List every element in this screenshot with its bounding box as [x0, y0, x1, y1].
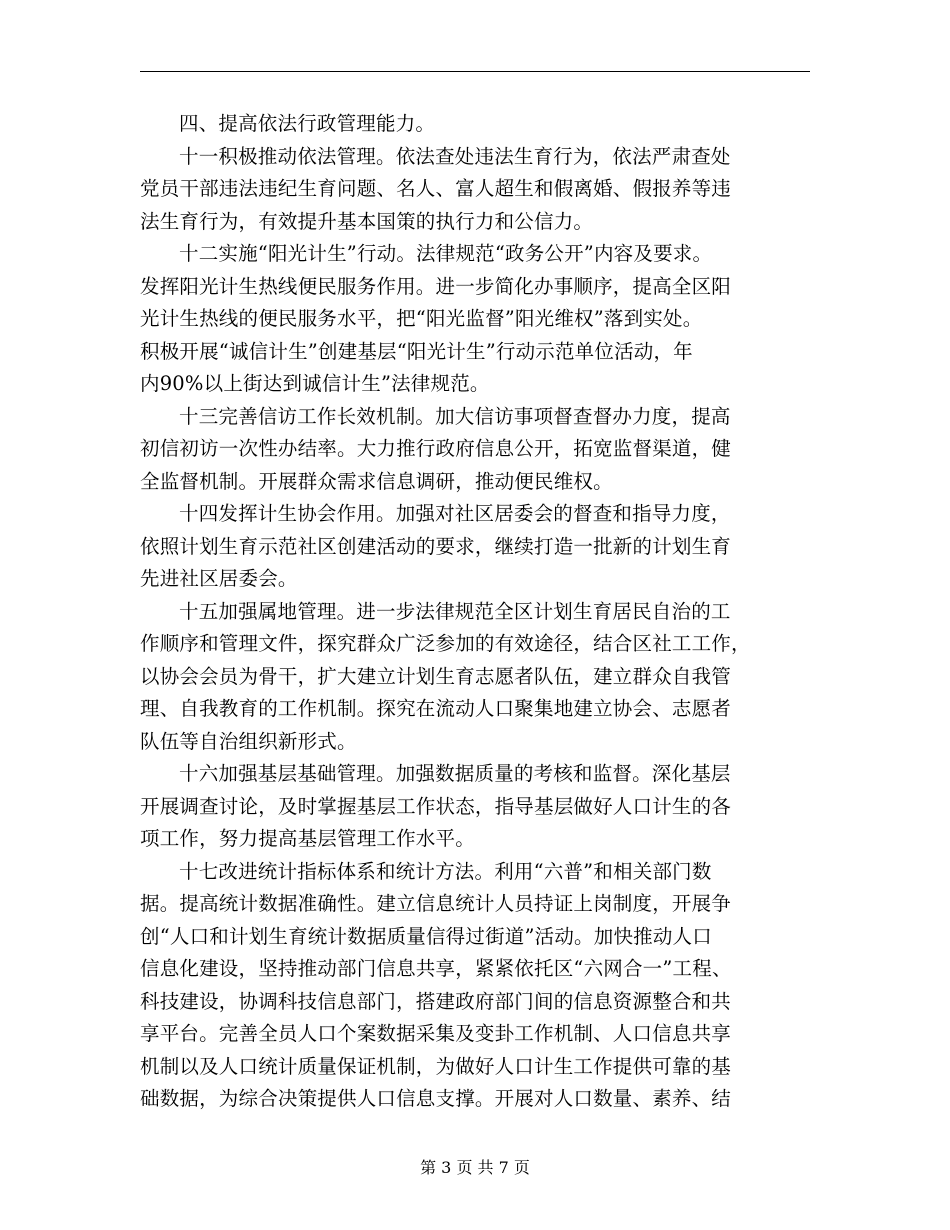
paragraph — [140, 758, 812, 856]
paragraph — [140, 141, 812, 239]
text-line: 作顺序和管理文件，探究群众广泛参加的有效途径，结合区社工工作， — [140, 632, 751, 655]
paragraph-heading — [140, 108, 812, 141]
text-line: 四、提高依法行政管理能力。 — [179, 112, 436, 135]
text-line: 信息化建设，坚持推动部门信息共享，紧紧依托区“六网合一”工程、 — [140, 957, 732, 980]
paragraph — [140, 498, 812, 596]
text-line: 十一积极推动依法管理。依法查处违法生育行为，依法严肃查处 — [179, 144, 731, 168]
text-line: 初信初访一次性办结率。大力推行政府信息公开，拓宽监督渠道，健 — [140, 437, 732, 460]
text-line: 础数据，为综合决策提供人口信息支撑。开展对人口数量、素养、结 — [140, 1087, 732, 1110]
paragraph — [140, 596, 812, 759]
text-line: 党员干部违法违纪生育问题、名人、富人超生和假离婚、假报养等违 — [140, 177, 732, 200]
text-line: 理、自我教育的工作机制。探究在流动人口聚集地建立协会、志愿者 — [140, 697, 732, 720]
paragraph — [140, 856, 812, 1116]
paragraph — [140, 238, 812, 401]
text-line: 科技建设，协调科技信息部门，搭建政府部门间的信息资源整合和共 — [140, 989, 732, 1013]
text-line: 享平台。完善全员人口个案数据采集及变卦工作机制、人口信息共享 — [140, 1022, 732, 1045]
text-line: 十六加强基层基础管理。加强数据质量的考核和监督。深化基层 — [179, 762, 731, 785]
text-line: 以协会会员为骨干，扩大建立计划生育志愿者队伍，建立群众自我管 — [140, 664, 732, 688]
text-line: 创“人口和计划生育统计数据质量信得过街道”活动。加快推动人口 — [140, 924, 712, 948]
header-rule — [140, 71, 810, 72]
text-line: 开展调查讨论，及时掌握基层工作状态，指导基层做好人口计生的各 — [140, 794, 732, 818]
text-line: 据。提高统计数据准确性。建立信息统计人员持证上岗制度，开展争 — [140, 892, 732, 915]
text-line: 十七改进统计指标体系和统计方法。利用“六普”和相关部门数 — [179, 859, 712, 883]
document-body — [140, 108, 812, 1116]
text-line: 积极开展“诚信计生”创建基层“阳光计生”行动示范单位活动，年 — [140, 339, 693, 363]
paragraph — [140, 401, 812, 499]
text-line: 发挥阳光计生热线便民服务作用。进一步简化办事顺序，提高全区阳 — [140, 274, 732, 298]
text-line: 十二实施“阳光计生”行动。法律规范“政务公开”内容及要求。 — [179, 242, 713, 265]
text-line: 项工作，努力提高基层管理工作水平。 — [140, 827, 475, 850]
text-line: 光计生热线的便民服务水平，把“阳光监督”阳光维权”落到实处。 — [140, 307, 703, 330]
text-line: 队伍等自治组织新形式。 — [140, 729, 357, 753]
text-line: 依照计划生育示范社区创建活动的要求，继续打造一批新的计划生育 — [140, 534, 732, 558]
text-line: 内90%以上街达到诚信计生”法律规范。 — [140, 372, 490, 395]
text-line: 十四发挥计生协会作用。加强对社区居委会的督查和指导力度， — [179, 502, 731, 525]
text-line: 机制以及人口统计质量保证机制，为做好人口计生工作提供可靠的基 — [140, 1054, 732, 1078]
text-line: 法生育行为，有效提升基本国策的执行力和公信力。 — [140, 209, 594, 233]
text-line: 十五加强属地管理。进一步法律规范全区计划生育居民自治的工 — [179, 599, 731, 623]
text-line: 全监督机制。开展群众需求信息调研，推动便民维权。 — [140, 469, 613, 493]
text-line: 先进社区居委会。 — [140, 567, 298, 590]
text-line: 十三完善信访工作长效机制。加大信访事项督查督办力度，提高 — [179, 404, 731, 428]
page-number-footer: 第 3 页 共 7 页 — [420, 1158, 530, 1177]
